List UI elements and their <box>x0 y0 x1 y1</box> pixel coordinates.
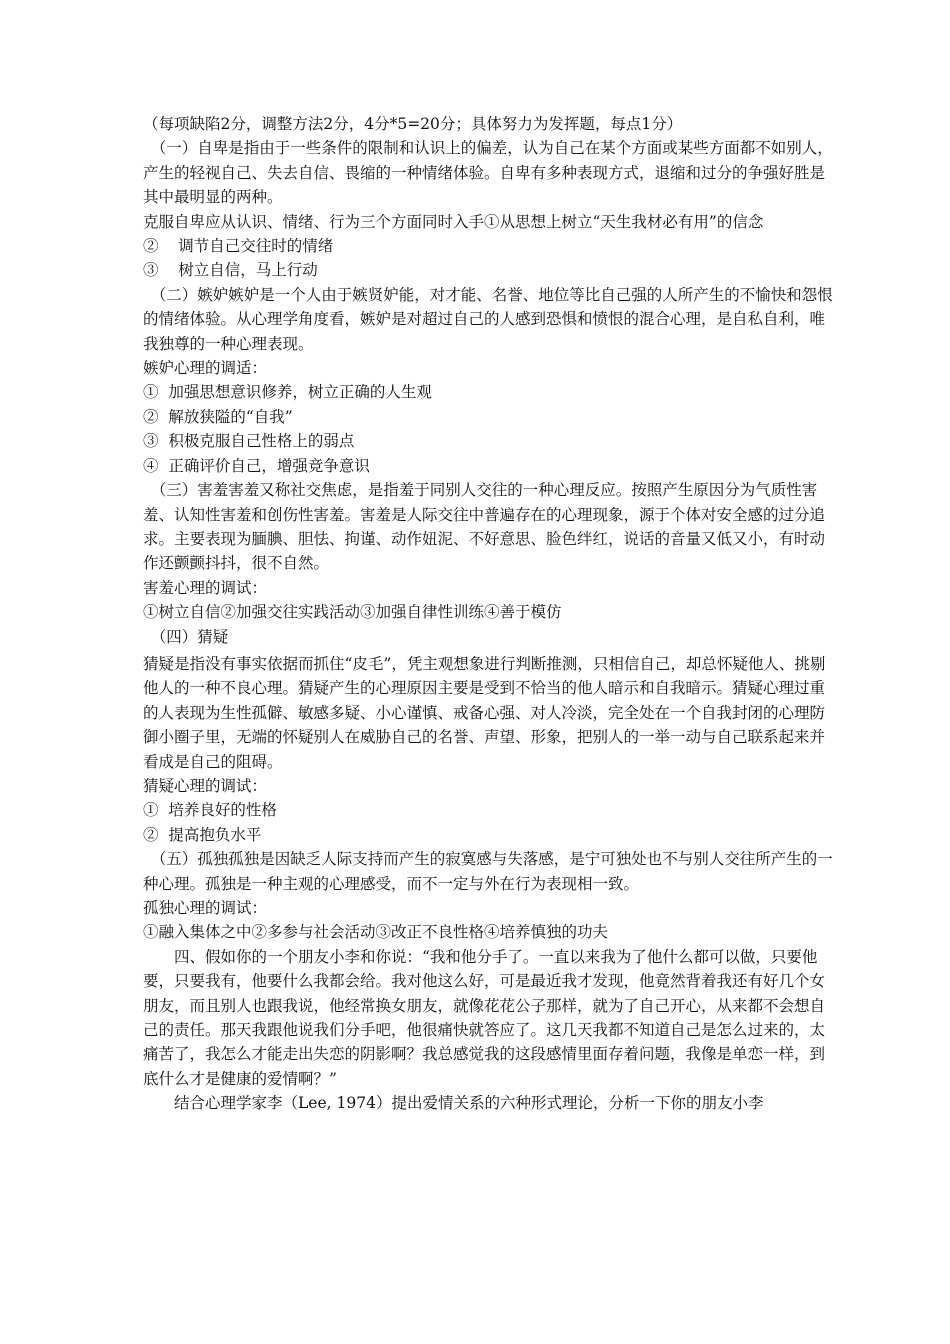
section3-paragraph: （三）害羞害羞又称社交焦虑，是指羞于同别人交往的一种心理反应。按照产生原因分为气质性害羞、认知性害羞和创伤性害羞。害羞是人际交往中普遍存在的心理现象，源于个体对安全感的过分追求。主要表现为腼腆、胆怯、拘谨、动作妞泥、不好意思、脸色绊红，说话的音量又低又小，有时动作还颤颤抖抖，很不自然。 <box>143 481 826 573</box>
section5-heading: 孤独心理的调试： <box>143 899 268 917</box>
section3-heading: 害羞心理的调试： <box>143 578 268 597</box>
section1-item: ③ 树立自信，马上行动 <box>143 261 318 280</box>
section3-items-line: ①树立自信②加强交往实践活动③加强自律性训练④善于模仿 <box>143 603 562 622</box>
section2-item: ③ 积极克服自己性格上的弱点 <box>143 432 355 451</box>
section4-paragraph: 猜疑是指没有事实依据而抓住“皮毛”，凭主观想象进行判断推测，只相信自己，却总怀疑他人、挑剔他人的一种不良心理。猜疑产生的心理原因主要是受到不恰当的他人暗示和自我暗示。猜疑心理过重的人表现为生性孤僻、敏感多疑、小心谨慎、戒备心强、对人冷淡，完全处在一个自我封闭的心理防御小圈子里，无端的怀疑别人在威胁自己的名誉、声望、形象，把别人的一举一动与自己联系起来并看成是自己的阻碍。 <box>143 654 826 771</box>
section4-heading: 猜疑心理的调试： <box>143 776 268 795</box>
question4-paragraph: 四、假如你的一个朋友小李和你说：“我和他分手了。一直以来我为了他什么都可以做，只要他要，只要我有，他要什么我都会给。我对他这么好，可是最近我才发现，他竟然背着我还有好几个女朋友，而且别人也跟我说，他经常换女朋友，就像花花公子那样，就为了自己开心，从来都不会想自己的责任。那天我跟他说我们分手吧，他很痛快就答应了。这几天我都不知道自己是怎么过来的，太痛苦了，我怎么才能走出失恋的阴影啊？我总感觉我的这段感情里面存着问题，我像是单恋一样，到底什么才是健康的爱情啊？” <box>143 947 826 1088</box>
section2-heading: 嫉妒心理的调适： <box>143 359 268 378</box>
section4-item: ② 提高抱负水平 <box>143 825 262 844</box>
section5-items-line: ①融入集体之中②多参与社会活动③改正不良性格④培养慎独的功夫 <box>143 923 609 942</box>
scoring-note: （每项缺陷2分，调整方法2分，4分*5=20分；具体努力为发挥题，每点1分） <box>143 115 683 133</box>
section2-item: ② 解放狭隘的“自我” <box>143 407 293 426</box>
section2-item: ① 加强思想意识修养，树立正确的人生观 <box>143 383 432 402</box>
question4-last-line: 结合心理学家李（Lee, 1974）提出爱情关系的六种形式理论，分析一下你的朋友小李 <box>174 1094 764 1113</box>
section2-paragraph: （二）嫉妒嫉妒是一个人由于嫉贤妒能，对才能、名誉、地位等比自己强的人所产生的不愉快和怨恨的情绪体验。从心理学角度看，嫉妒是对超过自己的人感到恐惧和愤恨的混合心理，是自私自利，唯我独尊的一种心理表现。 <box>143 285 833 353</box>
section1-paragraph: （一）自卑是指由于一些条件的限制和认识上的偏差，认为自己在某个方面或某些方面都不如别人，产生的轻视自己、失去自信、畏缩的一种情绪体验。自卑有多种表现方式，退缩和过分的争强好胜是其中最明显的两种。 <box>143 139 833 207</box>
section4-item: ① 培养良好的性格 <box>143 801 277 820</box>
document-body <box>143 112 833 1116</box>
section2-item: ④ 正确评价自己，增强竞争意识 <box>143 456 370 475</box>
section1-item: ② 调节自己交往时的情绪 <box>143 237 334 256</box>
section5-paragraph: （五）孤独孤独是因缺乏人际支持而产生的寂寞感与失落感，是宁可独处也不与别人交往所产生的一种心理。孤独是一种主观的心理感受，而不一定与外在行为表现相一致。 <box>143 850 833 893</box>
section1-overcome-text: 克服自卑应从认识、情绪、行为三个方面同时入手①从思想上树立“天生我材必有用”的信念 <box>143 212 764 231</box>
section4-title: （四）猜疑 <box>150 627 229 646</box>
